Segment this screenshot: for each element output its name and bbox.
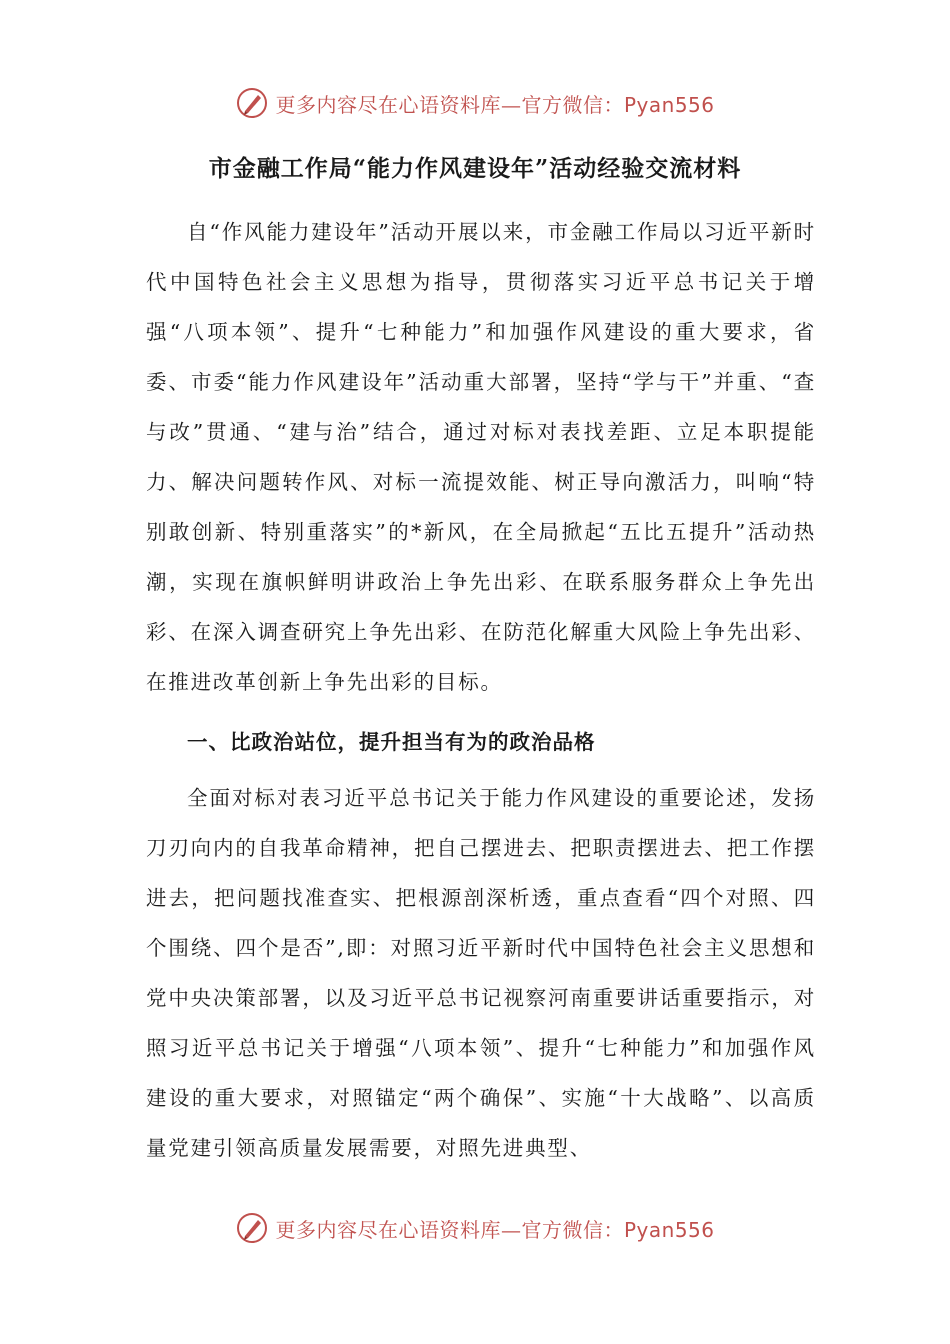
pen-logo-icon xyxy=(235,86,269,120)
watermark-text: 更多内容尽在心语资料库—官方微信： xyxy=(275,92,624,117)
watermark-banner-top xyxy=(0,83,950,123)
pen-logo-icon xyxy=(235,1211,269,1245)
watermark-wechat-id: Pyan556 xyxy=(623,92,715,117)
watermark-text: 更多内容尽在心语资料库—官方微信： xyxy=(275,1217,624,1242)
watermark-banner-bottom xyxy=(0,1208,950,1248)
document-title: 市金融工作局“能力作风建设年”活动经验交流材料 xyxy=(208,155,742,182)
section-1-paragraph: 全面对标对表习近平总书记关于能力作风建设的重要论述，发扬刀刃向内的自我革命精神，把自己摆进去、把职责摆进去、把工作摆进去，把问题找准查实、把根源剖深析透，重点查看“四个对照、四个围绕、四个是否”,即：对照习近平新时代中国特色社会主义思想和党中央决策部署，以及习近平总书记视察河南重要讲话重要指示，对照习近平总书记关于增强“八项本领”、提升“七种能力”和加强作风建设的重大要求，对照锚定“两个确保”、实施“十大战略”、以高质量党建引领高质量发展需要，对照先进典型、 xyxy=(146,786,816,1160)
watermark-wechat-id: Pyan556 xyxy=(623,1217,715,1242)
document-body xyxy=(146,207,816,1173)
intro-paragraph: 自“作风能力建设年”活动开展以来，市金融工作局以习近平新时代中国特色社会主义思想为指导，贯彻落实习近平总书记关于增强“八项本领”、提升“七种能力”和加强作风建设的重大要求，省委、市委“能力作风建设年”活动重大部署，坚持“学与干”并重、“查与改”贯通、“建与治”结合，通过对标对表找差距、立足本职提能力、解决问题转作风、对标一流提效能、树正导向激活力，叫响“特别敢创新、特别重落实”的*新风，在全局掀起“五比五提升”活动热潮，实现在旗帜鲜明讲政治上争先出彩、在联系服务群众上争先出彩、在深入调查研究上争先出彩、在防范化解重大风险上争先出彩、在推进改革创新上争先出彩的目标。 xyxy=(146,220,816,694)
section-1-heading: 一、比政治站位，提升担当有为的政治品格 xyxy=(187,730,596,754)
